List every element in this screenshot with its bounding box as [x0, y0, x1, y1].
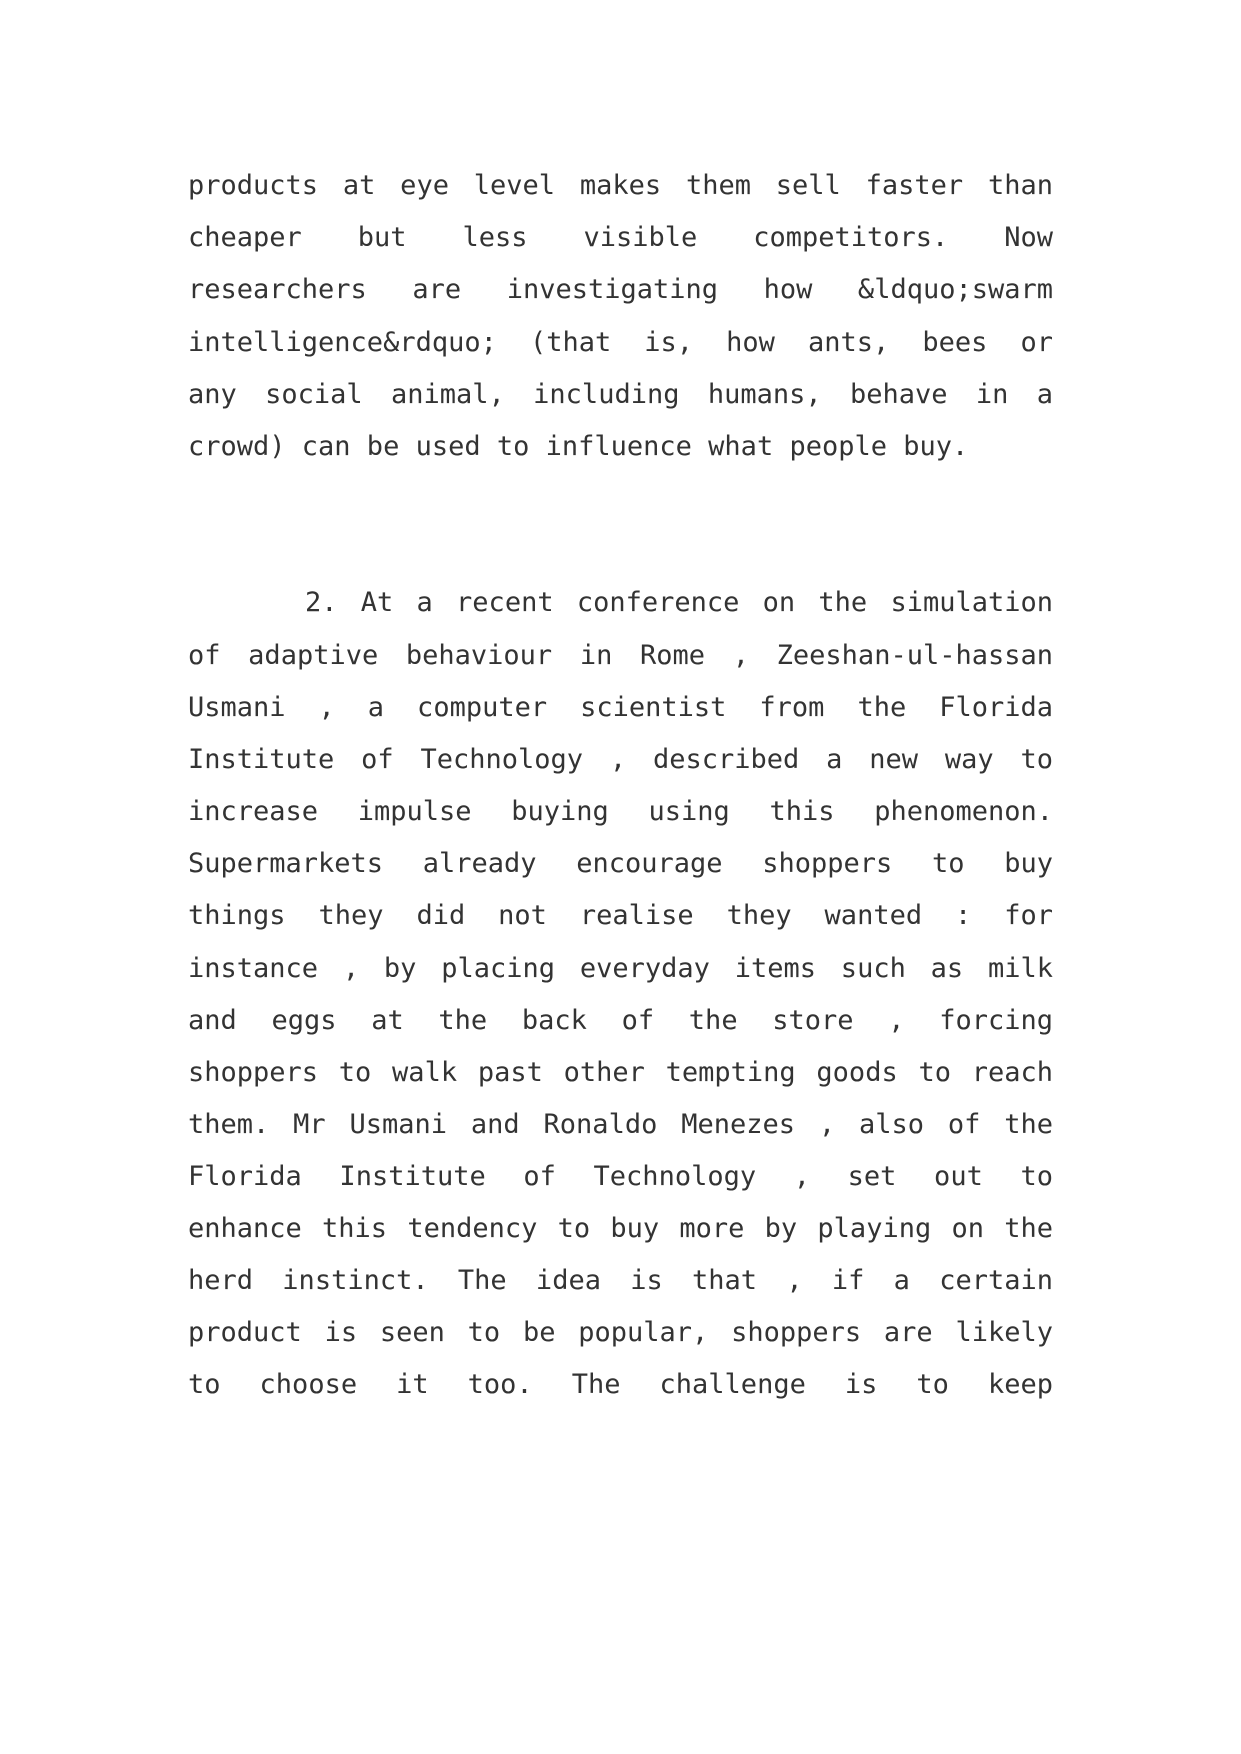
text-line: instance , by placing everyday items such as milk: [188, 953, 1053, 984]
text-line: of adaptive behaviour in Rome , Zeeshan-ul-hassan: [188, 640, 1053, 671]
text-line: products at eye level makes them sell faster than: [188, 170, 1053, 201]
text-line: Supermarkets already encourage shoppers to buy: [188, 848, 1053, 879]
text-line: cheaper but less visible competitors. Now: [188, 222, 1053, 253]
text-line: 2. At a recent conference on the simulation: [305, 587, 1053, 618]
text-line: Institute of Technology , described a new way to: [188, 744, 1053, 775]
text-line: enhance this tendency to buy more by playing on the: [188, 1213, 1053, 1244]
text-line: and eggs at the back of the store , forcing: [188, 1005, 1053, 1036]
text-line: shoppers to walk past other tempting goods to reach: [188, 1057, 1053, 1088]
text-line: Florida Institute of Technology , set out to: [188, 1161, 1053, 1192]
text-line: things they did not realise they wanted : for: [188, 900, 1053, 931]
text-line: Usmani , a computer scientist from the Florida: [188, 692, 1053, 723]
text-line: any social animal, including humans, behave in a: [188, 379, 1053, 410]
text-line: increase impulse buying using this phenomenon.: [188, 796, 1053, 827]
text-line: product is seen to be popular, shoppers are likely: [188, 1317, 1053, 1348]
text-line: them. Mr Usmani and Ronaldo Menezes , also of the: [188, 1109, 1053, 1140]
text-line: crowd) can be used to influence what people buy.: [188, 431, 969, 462]
text-line: to choose it too. The challenge is to keep: [188, 1369, 1053, 1400]
text-line: researchers are investigating how &ldquo;swarm: [188, 274, 1053, 305]
text-line: intelligence&rdquo; (that is, how ants, bees or: [188, 327, 1053, 358]
text-line: herd instinct. The idea is that , if a certain: [188, 1265, 1053, 1296]
